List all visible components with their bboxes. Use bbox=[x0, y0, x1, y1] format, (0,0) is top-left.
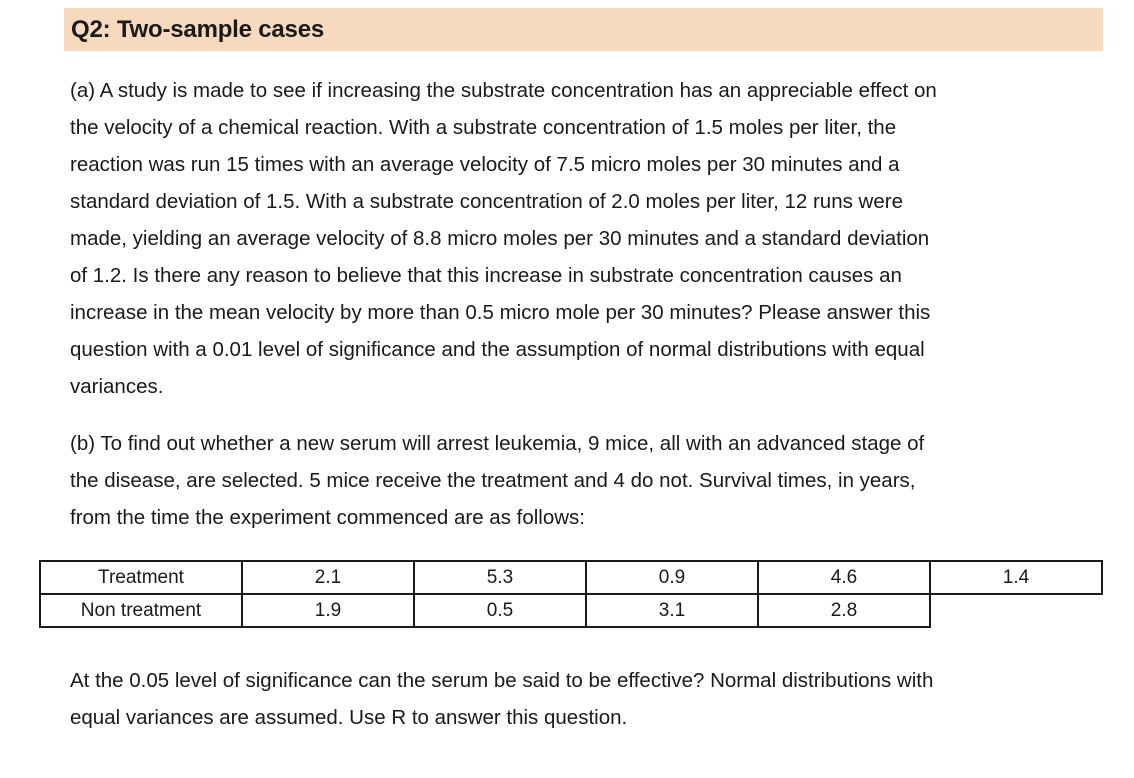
part-a-line: question with a 0.01 level of significance and the assumption of normal distributions with equal bbox=[70, 338, 925, 361]
part-a-line: (a) A study is made to see if increasing the substrate concentration has an appreciable effect on bbox=[70, 79, 937, 102]
table-cell: 3.1 bbox=[586, 594, 758, 627]
question-heading: Q2: Two-sample cases bbox=[71, 16, 324, 43]
part-b-line: from the time the experiment commenced are as follows: bbox=[70, 506, 585, 529]
row-label: Treatment bbox=[40, 561, 242, 594]
part-a-paragraph bbox=[70, 72, 937, 405]
table-cell: 1.9 bbox=[242, 594, 414, 627]
table-cell: 0.5 bbox=[414, 594, 586, 627]
table-cell-empty bbox=[930, 594, 1102, 627]
part-b-line: the disease, are selected. 5 mice receive the treatment and 4 do not. Survival times, in years, bbox=[70, 469, 916, 492]
table-cell: 2.8 bbox=[758, 594, 930, 627]
part-b-followup-line: At the 0.05 level of significance can the serum be said to be effective? Normal distributions with bbox=[70, 669, 934, 692]
part-a-line: made, yielding an average velocity of 8.8 micro moles per 30 minutes and a standard deviation bbox=[70, 227, 930, 250]
table-cell: 5.3 bbox=[414, 561, 586, 594]
part-a-line: variances. bbox=[70, 375, 164, 398]
table-cell: 4.6 bbox=[758, 561, 930, 594]
part-a-line: the velocity of a chemical reaction. With a substrate concentration of 1.5 moles per liter, the bbox=[70, 116, 897, 139]
question-heading-bar bbox=[64, 8, 1103, 51]
part-a-line: standard deviation of 1.5. With a substrate concentration of 2.0 moles per liter, 12 runs were bbox=[70, 190, 903, 213]
part-a-line: of 1.2. Is there any reason to believe that this increase in substrate concentration causes an bbox=[70, 264, 902, 287]
table-row-treatment bbox=[40, 561, 1102, 594]
part-b-paragraph bbox=[70, 425, 924, 536]
table-cell: 0.9 bbox=[586, 561, 758, 594]
part-b-followup-paragraph bbox=[70, 662, 933, 736]
part-b-followup-line: equal variances are assumed. Use R to answer this question. bbox=[70, 706, 628, 729]
row-label: Non treatment bbox=[40, 594, 242, 627]
part-b-line: (b) To find out whether a new serum will arrest leukemia, 9 mice, all with an advanced stage of bbox=[70, 432, 925, 455]
part-a-line: increase in the mean velocity by more than 0.5 micro mole per 30 minutes? Please answer this bbox=[70, 301, 931, 324]
part-a-line: reaction was run 15 times with an average velocity of 7.5 micro moles per 30 minutes and a bbox=[70, 153, 900, 176]
table-cell: 1.4 bbox=[930, 561, 1102, 594]
table-row-non-treatment bbox=[40, 594, 1102, 627]
survival-times-table bbox=[39, 560, 1103, 628]
table-cell: 2.1 bbox=[242, 561, 414, 594]
